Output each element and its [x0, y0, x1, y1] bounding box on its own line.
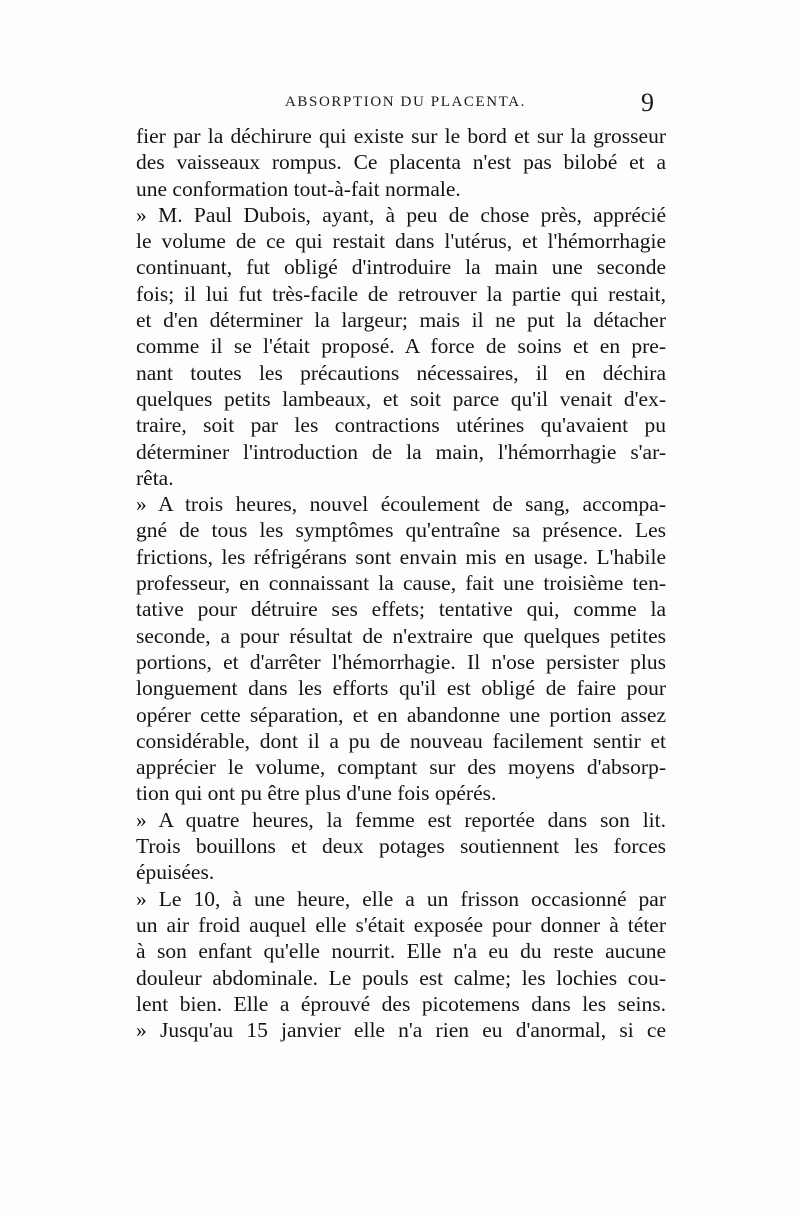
text-line: tion qui ont pu être plus d'une fois opérés.: [136, 781, 497, 806]
text-line: déterminer l'introduction de la main, l'hémorrhagie s'ar-: [136, 439, 666, 464]
text-line: lent bien. Elle a éprouvé des picotemens dans les seins.: [136, 991, 666, 1016]
text-line: apprécier le volume, comptant sur des moyens d'absorp-: [136, 755, 666, 780]
text-line: fier par la déchirure qui existe sur le bord et sur la grosseur: [136, 124, 666, 148]
text-line: fois; il lui fut très-facile de retrouver la partie qui restait,: [136, 281, 666, 306]
text-line: seconde, a pour résultat de n'extraire que quelques petites: [136, 623, 666, 648]
running-head: ABSORPTION DU PLACENTA.: [285, 94, 527, 110]
page-number: 9: [641, 88, 654, 117]
text-line: quelques petits lambeaux, et soit parce qu'il venait d'ex-: [136, 386, 666, 411]
text-line: » Le 10, à une heure, elle a un frisson occasionné par: [136, 886, 666, 911]
text-line: douleur abdominale. Le pouls est calme; les lochies cou-: [136, 965, 666, 990]
text-line: » A quatre heures, la femme est reportée dans son lit.: [136, 807, 666, 832]
text-line: continuant, fut obligé d'introduire la main une seconde: [136, 255, 666, 280]
text-line: une conformation tout-à-fait normale.: [136, 176, 461, 201]
text-line: » A trois heures, nouvel écoulement de sang, accompa-: [136, 492, 666, 517]
text-line: un air froid auquel elle s'était exposée pour donner à téter: [136, 912, 666, 937]
text-line: traire, soit par les contractions utérines qu'avaient pu: [136, 413, 666, 438]
body-text: [136, 123, 666, 1043]
text-line: Trois bouillons et deux potages soutiennent les forces: [136, 834, 666, 859]
text-line: comme il se l'était proposé. A force de soins et en pre-: [136, 334, 666, 359]
page-header: [135, 88, 660, 120]
text-line: nant toutes les précautions nécessaires, il en déchira: [136, 360, 666, 385]
text-line: le volume de ce qui restait dans l'utérus, et l'hémorrhagie: [136, 229, 666, 254]
text-line: longuement dans les efforts qu'il est obligé de faire pour: [136, 676, 666, 701]
text-line: des vaisseaux rompus. Ce placenta n'est pas bilobé et a: [136, 150, 666, 175]
text-line: rêta.: [136, 465, 174, 490]
text-line: tative pour détruire ses effets; tentative qui, comme la: [136, 597, 666, 622]
text-line: et d'en déterminer la largeur; mais il ne put la détacher: [136, 308, 666, 333]
text-line: frictions, les réfrigérans sont envain mis en usage. L'habile: [136, 544, 666, 569]
text-line: épuisées.: [136, 860, 215, 885]
text-line: professeur, en connaissant la cause, fait une troisième ten-: [136, 571, 666, 596]
text-line: considérable, dont il a pu de nouveau facilement sentir et: [136, 728, 666, 753]
text-line: portions, et d'arrêter l'hémorrhagie. Il n'ose persister plus: [136, 649, 666, 674]
text-line: » M. Paul Dubois, ayant, à peu de chose près, apprécié: [136, 202, 666, 227]
text-line: opérer cette séparation, et en abandonne une portion assez: [136, 702, 666, 727]
text-line: à son enfant qu'elle nourrit. Elle n'a eu du reste aucune: [136, 939, 666, 964]
text-line: gné de tous les symptômes qu'entraîne sa présence. Les: [136, 518, 666, 543]
text-line: » Jusqu'au 15 janvier elle n'a rien eu d'anormal, si ce: [136, 1018, 666, 1043]
